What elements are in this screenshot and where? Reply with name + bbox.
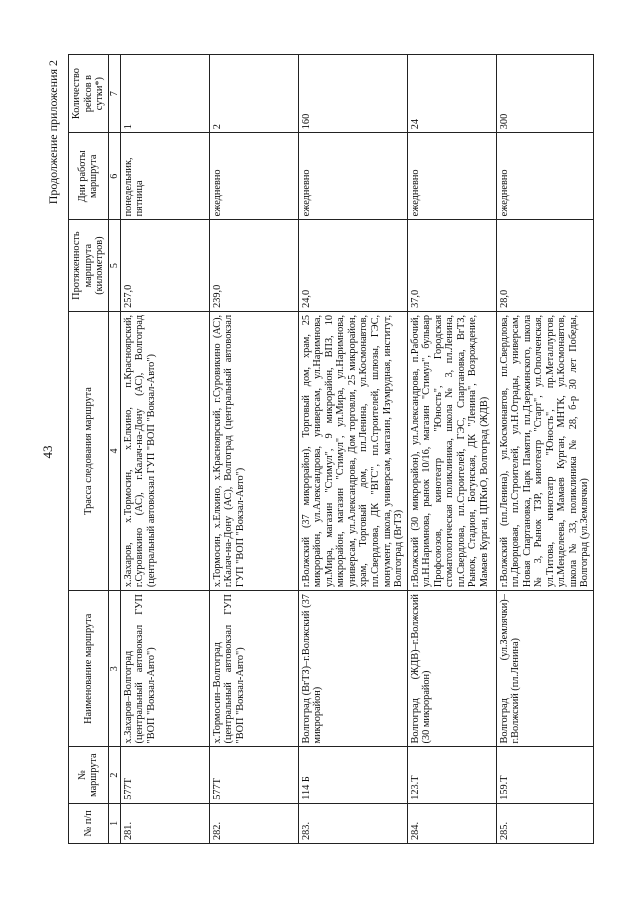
route-length: 28,0 (496, 220, 593, 312)
route-path: г.Волжский (30 микрорайон), ул.Александрова, п.Рабочий, ул.Н.Наримнова, рынок 10/16, магазин "Стимул", бульвар Профсоюзов, кинотеатр "Юность", Городская стоматологическая поликлиника, школа № 3, пл.Ленина, пл.Свердлова, пл.Строителей, ГЭС, Спартановка, ВгТЗ, Рынок, Стадион, Богунская, ДК "Ленина", Возрождение, Мамаев Курган, ЦПКиО, Волгоград (ЖДВ) (407, 311, 496, 590)
route-length: 239,0 (209, 220, 298, 312)
table-row (120, 55, 209, 844)
row-index: 283. (298, 803, 407, 843)
column-number: 4 (108, 311, 120, 590)
trips-per-day: 160 (298, 55, 407, 133)
working-days: ежедневно (496, 133, 593, 220)
trips-per-day: 1 (120, 55, 209, 133)
route-name: Волгоград (ул.Землячки)–г.Волжский (пл.Ленина) (496, 591, 593, 747)
route-name: х.Захаров–Волгоград (центральный автовокзал ГУП "ВОП "Вокзал-Авто") (120, 591, 209, 747)
column-number-row (108, 55, 120, 844)
route-path: г.Волжский (пл.Ленина), ул.Космонавтов, пл.Свердлова, пл.Дворцовая, пл.Строителей, ул.Н.Отрады, универсам, Новая Спартановка, Парк Памяти, пл.Дзержинского, школа № 3, Рынок ТЗР, кинотеатр "Старт", ул.Ополченская, ул.Титова, кинотеатр "Юность", пр.Металлургов, ул.Менделеева, Мамаев Курган, МНТК, ул.Космонавтов, школа № 33, поликлиника № 28, б-р 30 лет Победы, Волгоград (ул.Землячки) (496, 311, 593, 590)
appendix-continuation-note: Продолжение приложения 2 (46, 60, 60, 205)
column-number: 3 (108, 591, 120, 747)
header-working-days: Дни работы маршрута (69, 133, 109, 220)
route-length: 257,0 (120, 220, 209, 312)
route-path: г.Волжский (37 микрорайон), Торговый дом, храм, 25 микрорайон, ул.Александрова, универсам, ул.Наримнова, ул.Мира, магазин "Стимул", 9 микрорайон, ВПЗ, 10 микрорайон, магазин "Стимул", ул.Мира, ул.Наримнова, универсам, ул.Александрова, Дом торговли, 25 микрорайон, храм, Торговый дом, пл.Ленина, ул.Космонавтов, пл.Свердлова, ДК "ВГС", пл.Строителей, шлюзы, ГЭС, монумент, школа, универсам, магазин, Изумрудная, институт, Волгоград (ВгТЗ) (298, 311, 407, 590)
header-index: № п/п (69, 803, 109, 843)
routes-table (68, 54, 594, 844)
row-index: 284. (407, 803, 496, 843)
working-days: понедельник, пятница (120, 133, 209, 220)
rotated-document-sheet (40, 52, 600, 852)
table-row (496, 55, 593, 844)
header-route-name: Наименование маршрута (69, 591, 109, 747)
column-number: 6 (108, 133, 120, 220)
route-name: Волгоград (ВгТЗ)–г.Волжский (37 микрорайон) (298, 591, 407, 747)
trips-per-day: 24 (407, 55, 496, 133)
page-number: 43 (40, 445, 55, 459)
header-trips-per-day: Количество рейсов в сутки*) (69, 55, 109, 133)
working-days: ежедневно (298, 133, 407, 220)
route-number: 114 Б (298, 747, 407, 803)
route-number: 577Т (209, 747, 298, 803)
working-days: ежедневно (407, 133, 496, 220)
table-row (407, 55, 496, 844)
route-path: х.Захаров, х.Тормосин, х.Елкино, п.Красноярский, г.Суровикино (АС), г.Калач-на-Дону (АС), Волгоград (центральный автовокзал ГУП "ВОП "Вокзал-Авто") (120, 311, 209, 590)
column-number: 1 (108, 803, 120, 843)
header-route-path: Трасса следования маршрута (69, 311, 109, 590)
table-header-row (69, 55, 109, 844)
route-path: х.Тормосин, х.Елкино, х.Красноярский, г.Суровикино (АС), г.Калач-на-Дону (АС), Волгоград (центральный автовокзал ГУП "ВОП "Вокзал-Авто") (209, 311, 298, 590)
header-route-length: Протяженность маршрута (километров) (69, 220, 109, 312)
table-row (209, 55, 298, 844)
row-index: 285. (496, 803, 593, 843)
route-number: 159.Т (496, 747, 593, 803)
trips-per-day: 300 (496, 55, 593, 133)
row-index: 282. (209, 803, 298, 843)
column-number: 7 (108, 55, 120, 133)
trips-per-day: 2 (209, 55, 298, 133)
header-route-number: № маршрута (69, 747, 109, 803)
route-number: 123.Т (407, 747, 496, 803)
route-name: х.Тормосин–Волгоград (центральный автовокзал ГУП "ВОП "Вокзал-Авто") (209, 591, 298, 747)
row-index: 281. (120, 803, 209, 843)
route-number: 577Т (120, 747, 209, 803)
table-row (298, 55, 407, 844)
column-number: 5 (108, 220, 120, 312)
working-days: ежедневно (209, 133, 298, 220)
column-number: 2 (108, 747, 120, 803)
route-length: 37,0 (407, 220, 496, 312)
route-length: 24,0 (298, 220, 407, 312)
route-name: Волгоград (ЖДВ)–г.Волжский (30 микрорайон) (407, 591, 496, 747)
